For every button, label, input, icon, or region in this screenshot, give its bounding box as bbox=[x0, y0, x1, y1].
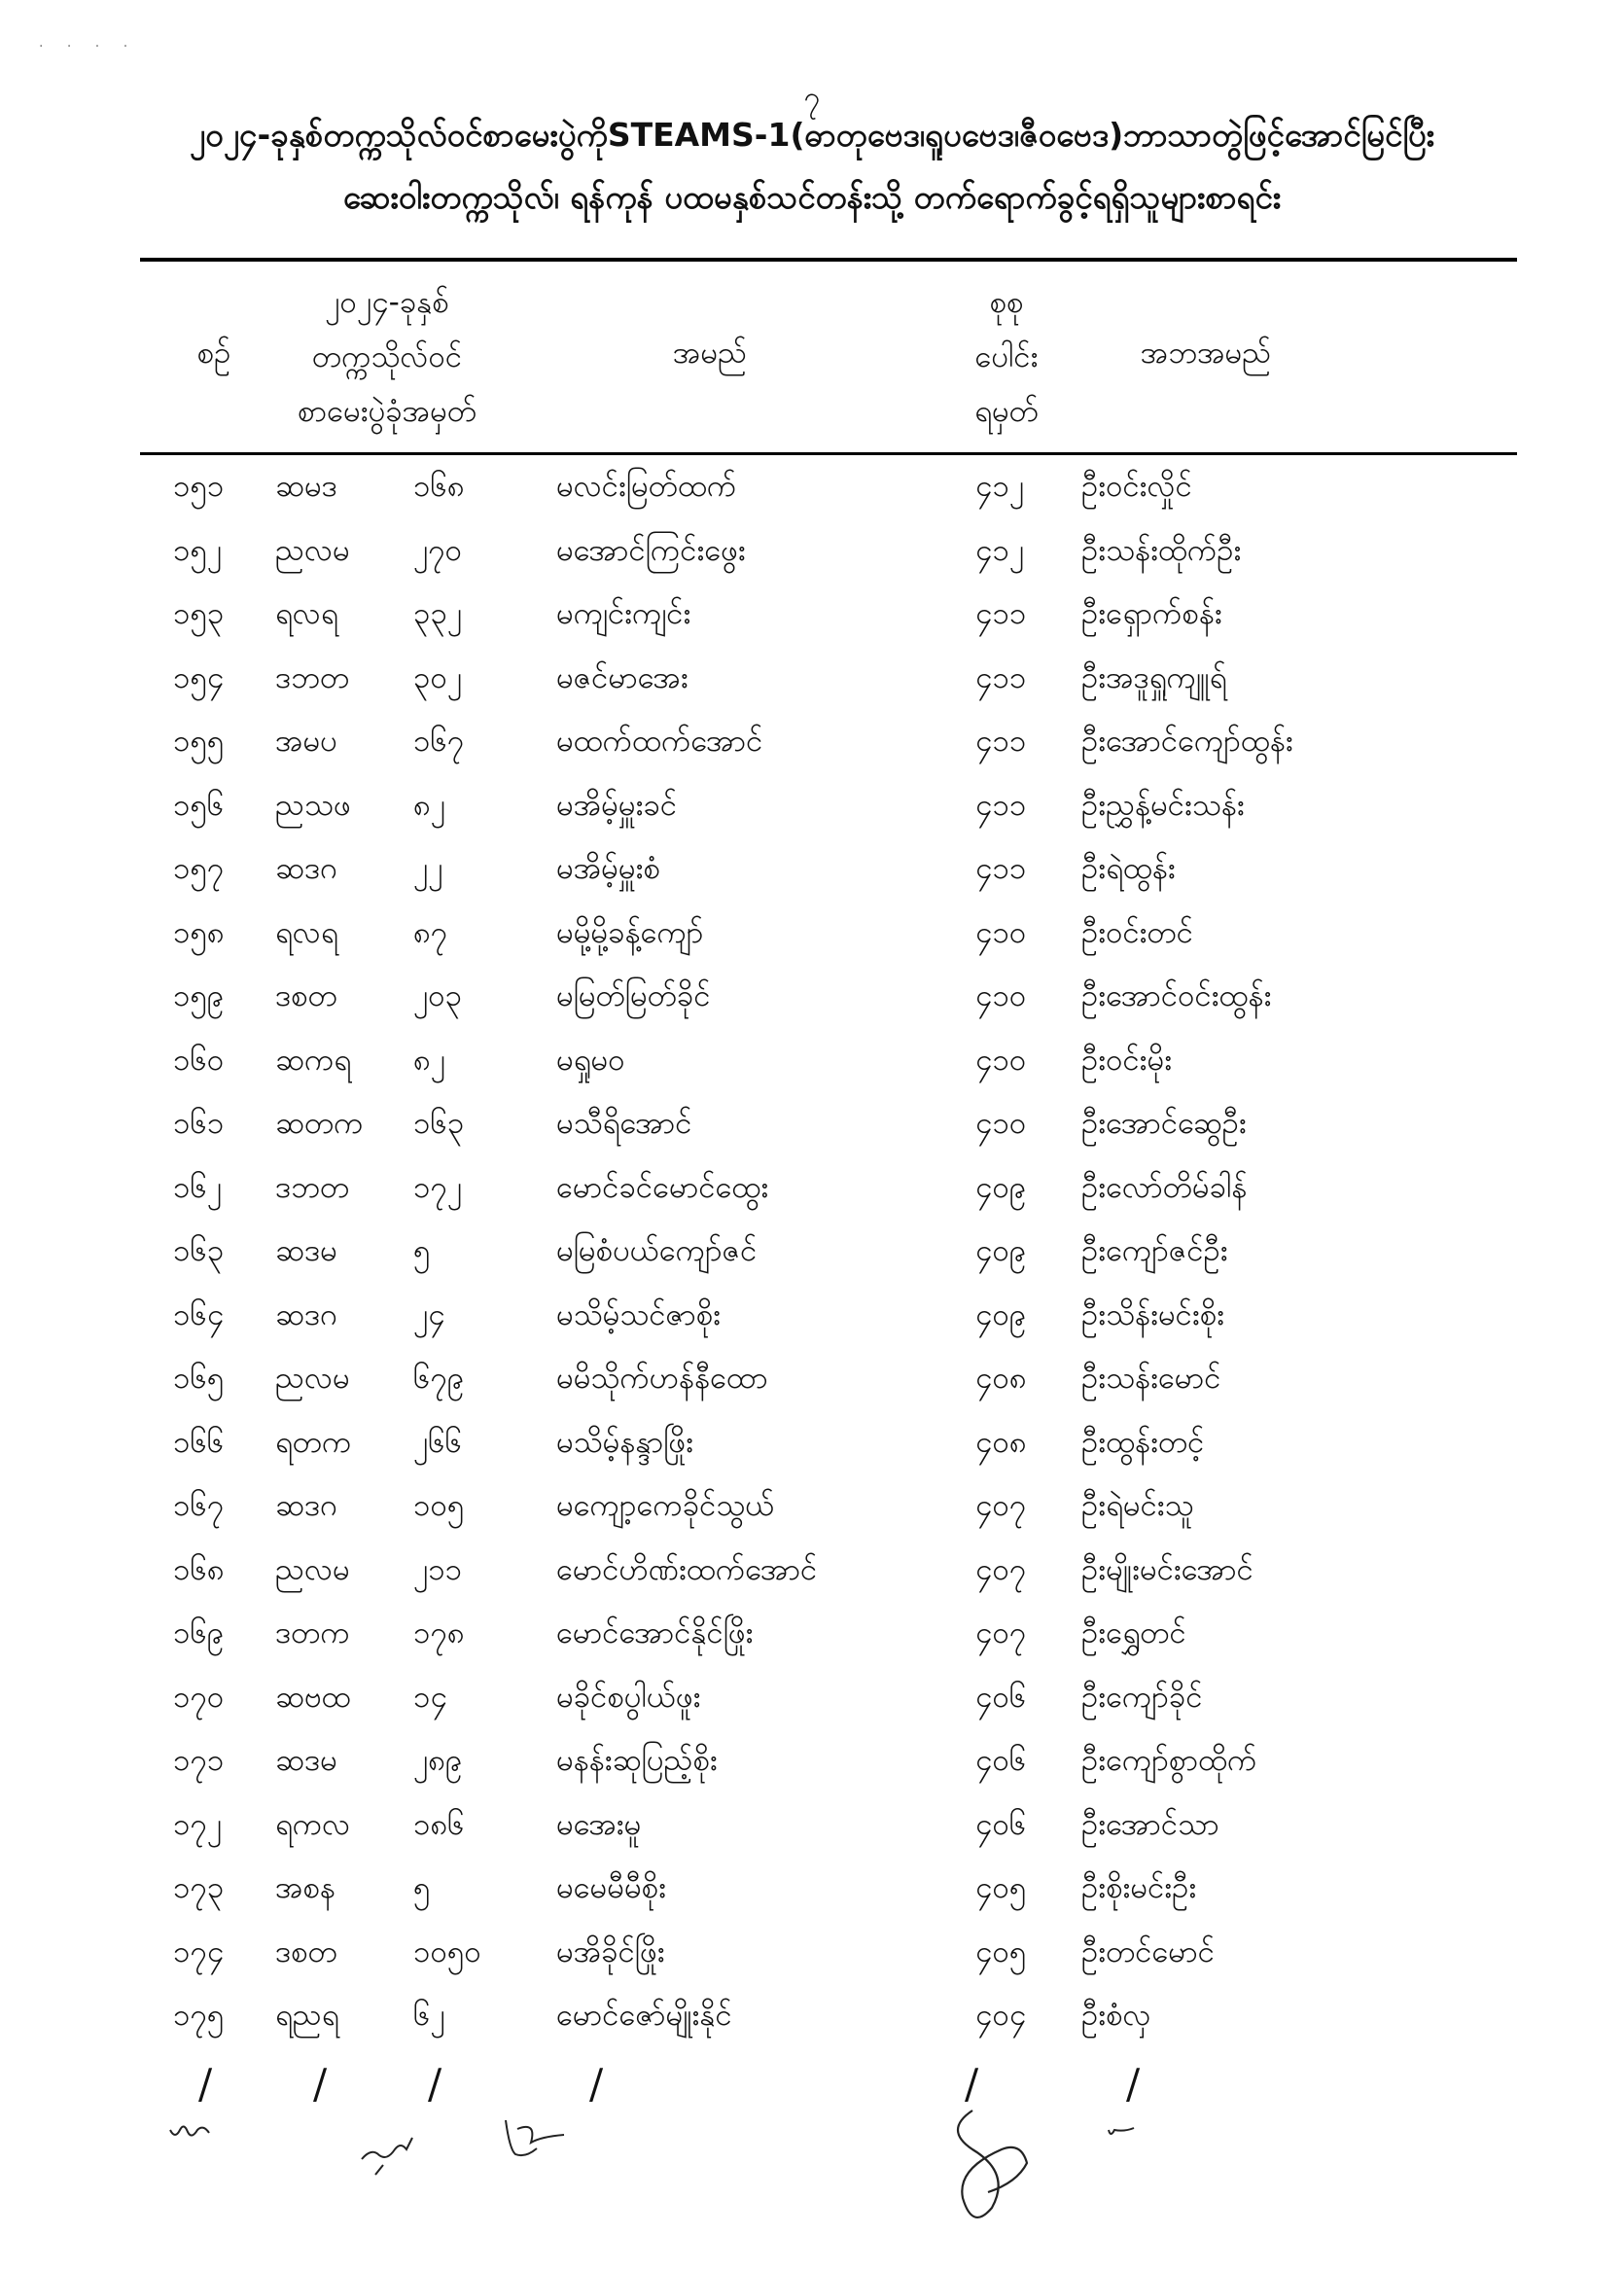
table-row bbox=[0, 1797, 1624, 1862]
row-roll-number: ၂၂ bbox=[413, 851, 443, 886]
row-roll-number: ၁၇၂ bbox=[413, 1169, 463, 1205]
row-roll-number: ၂၈၉ bbox=[413, 1743, 463, 1778]
row-total-marks: ၄၁၂ bbox=[975, 532, 1025, 568]
row-name: မမြစံပယ်ကျော်ဇင် bbox=[556, 1233, 758, 1268]
row-roll-code: ဒတက bbox=[275, 1615, 350, 1650]
row-name: မအေးမူ bbox=[556, 1806, 642, 1842]
row-roll-number: ၁၆၇ bbox=[413, 724, 465, 759]
row-roll-code: ညလမ bbox=[275, 532, 350, 568]
row-serial: ၁၆၂ bbox=[173, 1169, 223, 1205]
row-roll-code: ဆကရ bbox=[275, 1042, 352, 1078]
row-father-name: ဦးဝင်းတင် bbox=[1081, 914, 1193, 950]
row-father-name: ဦးစံလှ bbox=[1081, 1998, 1151, 2033]
row-name: မကျော့ကေခိုင်သွယ် bbox=[556, 1488, 775, 1523]
row-roll-number: ၆၂ bbox=[413, 1998, 445, 2033]
row-roll-code: ဆတက bbox=[275, 1106, 364, 1141]
header-total-marks: စုစု ပေါင်း ရမှတ် bbox=[974, 285, 1039, 429]
row-name: မဇင်မာအေး bbox=[556, 659, 688, 695]
table-row bbox=[0, 1543, 1624, 1607]
row-father-name: ဦးအောင်ဝင်းထွန်း bbox=[1081, 978, 1272, 1013]
row-father-name: ဦးသိန်းမင်းစိုး bbox=[1081, 1296, 1225, 1332]
row-total-marks: ၄၀၇ bbox=[975, 1615, 1027, 1650]
row-father-name: ဦးညွှန့်မင်းသန်း bbox=[1081, 787, 1245, 823]
row-roll-number: ၈၇ bbox=[413, 914, 448, 950]
row-serial: ၁၅၇ bbox=[173, 851, 225, 886]
table-body bbox=[0, 459, 1624, 2052]
row-name: မမေမီမီစိုး bbox=[556, 1870, 666, 1905]
row-total-marks: ၄၀၄ bbox=[975, 1998, 1027, 2033]
row-roll-code: ဆဒမ bbox=[275, 1233, 337, 1268]
row-roll-number: ၂၀၃ bbox=[413, 978, 463, 1013]
signature-5 bbox=[1109, 2128, 1134, 2134]
row-father-name: ဦးသန်းမောင် bbox=[1081, 1361, 1221, 1396]
row-roll-number: ၅ bbox=[413, 1233, 431, 1268]
row-father-name: ဦးတင်မောင် bbox=[1081, 1933, 1215, 1969]
header-roll-number: ၂၀၂၄-ခုနှစ် တက္ကသိုလ်ဝင် စာမေးပွဲခုံအမှတ် bbox=[297, 285, 477, 429]
row-total-marks: ၄၁၀ bbox=[975, 914, 1027, 950]
table-header-rule bbox=[140, 452, 1517, 455]
row-serial: ၁၆၁ bbox=[173, 1106, 225, 1141]
table-row bbox=[0, 905, 1624, 970]
row-serial: ၁၇၁ bbox=[173, 1743, 225, 1778]
row-serial: ၁၅၉ bbox=[173, 978, 225, 1013]
row-total-marks: ၄၀၉ bbox=[975, 1233, 1027, 1268]
row-name: မအိမ့်မှူးစံ bbox=[556, 851, 660, 886]
table-row bbox=[0, 1160, 1624, 1224]
row-roll-code: ရလရ bbox=[275, 596, 338, 631]
row-name: မကျင်းကျင်း bbox=[556, 596, 691, 631]
row-roll-number: ၈၂ bbox=[413, 1042, 445, 1078]
row-total-marks: ၄၁၁ bbox=[975, 724, 1027, 759]
signature-4 bbox=[958, 2110, 1027, 2217]
table-row bbox=[0, 1670, 1624, 1734]
row-total-marks: ၄၀၉ bbox=[975, 1296, 1027, 1332]
row-roll-code: ရညရ bbox=[275, 1998, 339, 2033]
header-serial: စဉ် bbox=[196, 336, 231, 371]
row-serial: ၁၅၈ bbox=[173, 914, 225, 950]
row-father-name: ဦးဝင်းလှိုင် bbox=[1081, 469, 1192, 504]
row-serial: ၁၇၄ bbox=[173, 1933, 225, 1969]
row-total-marks: ၄၀၉ bbox=[975, 1169, 1027, 1205]
row-roll-code: အမပ bbox=[275, 724, 337, 759]
signature-3 bbox=[506, 2120, 564, 2155]
row-father-name: ဦးရဲမင်းသူ bbox=[1081, 1488, 1194, 1523]
row-serial: ၁၆၇ bbox=[173, 1488, 225, 1523]
row-serial: ၁၆၄ bbox=[173, 1296, 225, 1332]
row-name: မမို့မို့ခန့်ကျော် bbox=[556, 914, 704, 950]
table-row bbox=[0, 1224, 1624, 1288]
row-roll-number: ၁၆၈ bbox=[413, 469, 465, 504]
row-total-marks: ၄၀၅ bbox=[975, 1870, 1027, 1905]
table-row bbox=[0, 1606, 1624, 1670]
row-name: မသီရိအောင် bbox=[556, 1106, 692, 1141]
row-father-name: ဦးအောင်သာ bbox=[1081, 1806, 1219, 1842]
table-row bbox=[0, 1415, 1624, 1479]
row-name: မအိမ့်မှူးခင် bbox=[556, 787, 678, 823]
row-name: မနန်းဆုပြည့်စိုး bbox=[556, 1743, 718, 1778]
row-serial: ၁၇၂ bbox=[173, 1806, 223, 1842]
row-roll-code: ညသဖ bbox=[275, 787, 351, 823]
row-roll-code: ဒဘတ bbox=[275, 1169, 350, 1205]
row-total-marks: ၄၀၈ bbox=[975, 1424, 1027, 1460]
row-name: မအိခိုင်ဖြိုး bbox=[556, 1933, 665, 1969]
row-serial: ၁၅၁ bbox=[173, 469, 225, 504]
row-total-marks: ၄၁၀ bbox=[975, 1106, 1027, 1141]
row-roll-code: ရလရ bbox=[275, 914, 338, 950]
row-roll-code: ရတက bbox=[275, 1424, 352, 1460]
row-roll-number: ၁၀၅ bbox=[413, 1488, 465, 1523]
table-row bbox=[0, 778, 1624, 842]
row-roll-number: ၁၈၆ bbox=[413, 1806, 465, 1842]
table-row bbox=[0, 1861, 1624, 1925]
row-serial: ၁၆၈ bbox=[173, 1551, 225, 1587]
row-roll-number: ၁၆၃ bbox=[413, 1106, 465, 1141]
row-total-marks: ၄၁၁ bbox=[975, 851, 1027, 886]
table-row bbox=[0, 1096, 1624, 1160]
table-row bbox=[0, 714, 1624, 778]
header-name: အမည် bbox=[672, 336, 748, 371]
row-name: မောင်ခင်မောင်ထွေး bbox=[556, 1169, 769, 1205]
row-serial: ၁၅၆ bbox=[173, 787, 225, 823]
row-father-name: ဦးအဒူရှူကျူရ် bbox=[1081, 659, 1227, 695]
row-name: မသိမ့်သင်ဇာစိုး bbox=[556, 1296, 722, 1332]
row-serial: ၁၅၄ bbox=[173, 659, 225, 695]
header-father-name: အဘအမည် bbox=[1140, 336, 1272, 371]
row-serial: ၁၅၅ bbox=[173, 724, 225, 759]
row-roll-code: ဆဒဂ bbox=[275, 851, 337, 886]
row-name: မလင်းမြတ်ထက် bbox=[556, 469, 737, 504]
row-total-marks: ၄၀၈ bbox=[975, 1361, 1027, 1396]
row-serial: ၁၆၆ bbox=[173, 1424, 225, 1460]
check-mark: / bbox=[965, 2060, 979, 2108]
row-total-marks: ၄၀၆ bbox=[975, 1679, 1027, 1715]
row-father-name: ဦးဝင်းမိုး bbox=[1081, 1042, 1173, 1078]
row-name: မောင်ဟိဏ်းထက်အောင် bbox=[556, 1551, 818, 1587]
row-serial: ၁၇၀ bbox=[173, 1679, 225, 1715]
row-total-marks: ၄၁၁ bbox=[975, 596, 1027, 631]
row-roll-code: ဆဒဂ bbox=[275, 1296, 337, 1332]
row-father-name: ဦးရွှေတင် bbox=[1081, 1615, 1186, 1650]
row-name: မရှုမဝ bbox=[556, 1042, 625, 1078]
row-father-name: ဦးထွန်းတင့် bbox=[1081, 1424, 1205, 1460]
row-total-marks: ၄၁၀ bbox=[975, 1042, 1027, 1078]
row-roll-code: ရကလ bbox=[275, 1806, 351, 1842]
row-name: မောင်အောင်နိုင်ဖြိုး bbox=[556, 1615, 754, 1650]
row-roll-code: ညလမ bbox=[275, 1361, 350, 1396]
row-father-name: ဦးကျော်စွာထိုက် bbox=[1081, 1743, 1257, 1778]
document-title-line-2: ဆေးဝါးတက္ကသိုလ်၊ ရန်ကုန် ပထမနှစ်သင်တန်းသို့ တက်ရောက်ခွင့်ရရှိသူများစာရင်း bbox=[342, 178, 1282, 216]
row-name: မအောင်ကြင်းဖွေး bbox=[556, 532, 746, 568]
row-total-marks: ၄၀၆ bbox=[975, 1806, 1027, 1842]
table-row bbox=[0, 841, 1624, 905]
row-roll-code: ဆမဒ bbox=[275, 469, 337, 504]
row-roll-number: ၁၇၈ bbox=[413, 1615, 465, 1650]
row-father-name: ဦးစိုးမင်းဦး bbox=[1081, 1870, 1197, 1905]
row-roll-code: ဒစတ bbox=[275, 978, 337, 1013]
row-name: မမြတ်မြတ်ခိုင် bbox=[556, 978, 711, 1013]
row-roll-number: ၁၄ bbox=[413, 1679, 447, 1715]
check-mark: / bbox=[589, 2060, 604, 2108]
row-roll-number: ၃၃၂ bbox=[413, 596, 463, 631]
row-name: မမိသိုက်ဟန်နီထော bbox=[556, 1361, 768, 1396]
row-father-name: ဦးမျိုးမင်းအောင် bbox=[1081, 1551, 1253, 1587]
row-total-marks: ၄၁၂ bbox=[975, 469, 1025, 504]
row-serial: ၁၆၅ bbox=[173, 1361, 225, 1396]
row-roll-code: ဒဘတ bbox=[275, 659, 350, 695]
row-serial: ၁၆၀ bbox=[173, 1042, 225, 1078]
row-serial: ၁၅၂ bbox=[173, 532, 223, 568]
row-father-name: ဦးသန်းထိုက်ဦး bbox=[1081, 532, 1242, 568]
table-row bbox=[0, 1925, 1624, 1989]
row-father-name: ဦးရှောက်စန်း bbox=[1081, 596, 1222, 631]
row-serial: ၁၆၉ bbox=[173, 1615, 225, 1650]
check-mark: / bbox=[428, 2060, 442, 2108]
row-father-name: ဦးလော်တိမ်ခါန် bbox=[1081, 1169, 1248, 1205]
row-roll-code: အစန bbox=[275, 1870, 335, 1905]
table-row bbox=[0, 523, 1624, 587]
table-row bbox=[0, 1351, 1624, 1415]
table-top-rule bbox=[140, 258, 1517, 262]
table-row bbox=[0, 1988, 1624, 2052]
row-name: မသိမ့်နန္ဒာဖြိုး bbox=[556, 1424, 693, 1460]
table-row bbox=[0, 1033, 1624, 1097]
row-name: မခိုင်စပွါယ်ဖူး bbox=[556, 1679, 701, 1715]
row-roll-number: ၂၄ bbox=[413, 1296, 445, 1332]
row-total-marks: ၄၀၇ bbox=[975, 1488, 1027, 1523]
table-row bbox=[0, 969, 1624, 1033]
row-roll-code: ဒစတ bbox=[275, 1933, 337, 1969]
row-father-name: ဦးရဲထွန်း bbox=[1081, 851, 1176, 886]
row-father-name: ဦးကျော်ဇင်ဦး bbox=[1081, 1233, 1228, 1268]
row-total-marks: ၄၀၅ bbox=[975, 1933, 1027, 1969]
row-total-marks: ၄၀၆ bbox=[975, 1743, 1027, 1778]
row-serial: ၁၆၃ bbox=[173, 1233, 225, 1268]
row-roll-number: ၃၀၂ bbox=[413, 659, 463, 695]
page-number: ၇ bbox=[803, 81, 821, 115]
row-total-marks: ၄၀၇ bbox=[975, 1551, 1027, 1587]
check-mark: / bbox=[313, 2060, 328, 2108]
row-roll-code: ညလမ bbox=[275, 1551, 350, 1587]
check-mark: / bbox=[1126, 2060, 1141, 2108]
row-roll-number: ၂၁၁ bbox=[413, 1551, 463, 1587]
scan-artifact: · · · · bbox=[39, 39, 138, 54]
row-total-marks: ၄၁၁ bbox=[975, 787, 1027, 823]
row-name: မထက်ထက်အောင် bbox=[556, 724, 763, 759]
row-roll-number: ၂၇၀ bbox=[413, 532, 463, 568]
table-row bbox=[0, 1478, 1624, 1543]
row-roll-number: ၆၇၉ bbox=[413, 1361, 465, 1396]
row-father-name: ဦးကျော်ခိုင် bbox=[1081, 1679, 1203, 1715]
row-name: မောင်ဇော်မျိုးနိုင် bbox=[556, 1998, 732, 2033]
row-total-marks: ၄၁၀ bbox=[975, 978, 1027, 1013]
row-serial: ၁၇၃ bbox=[173, 1870, 225, 1905]
row-roll-code: ဆဒဂ bbox=[275, 1488, 337, 1523]
signature-1 bbox=[170, 2126, 209, 2135]
row-serial: ၁၅၃ bbox=[173, 596, 225, 631]
row-roll-code: ဆဗထ bbox=[275, 1679, 351, 1715]
row-roll-number: ၅ bbox=[413, 1870, 431, 1905]
row-roll-number: ၈၂ bbox=[413, 787, 445, 823]
table-row bbox=[0, 651, 1624, 715]
document-title-line-1: ၂၀၂၄-ခုနှစ်တက္ကသိုလ်ဝင်စာမေးပွဲကိုSTEAMS-1(ဓာတုဗေဒ၊ရူပဗေဒ၊ဇီဝဗေဒ)ဘာသာတွဲဖြင့်အောင်မြင်ပြီး bbox=[189, 116, 1435, 154]
row-father-name: ဦးအောင်ဆွေဦး bbox=[1081, 1106, 1247, 1141]
table-row bbox=[0, 459, 1624, 523]
row-father-name: ဦးအောင်ကျော်ထွန်း bbox=[1081, 724, 1293, 759]
signature-2 bbox=[362, 2138, 412, 2175]
signatures bbox=[0, 2091, 1624, 2237]
row-total-marks: ၄၁၁ bbox=[975, 659, 1027, 695]
table-row bbox=[0, 586, 1624, 651]
table-row bbox=[0, 1733, 1624, 1797]
row-roll-number: ၁၀၅၀ bbox=[413, 1933, 481, 1969]
table-row bbox=[0, 1288, 1624, 1352]
row-serial: ၁၇၅ bbox=[173, 1998, 225, 2033]
row-roll-number: ၂၆၆ bbox=[413, 1424, 463, 1460]
check-mark: / bbox=[198, 2060, 213, 2108]
row-roll-code: ဆဒမ bbox=[275, 1743, 337, 1778]
